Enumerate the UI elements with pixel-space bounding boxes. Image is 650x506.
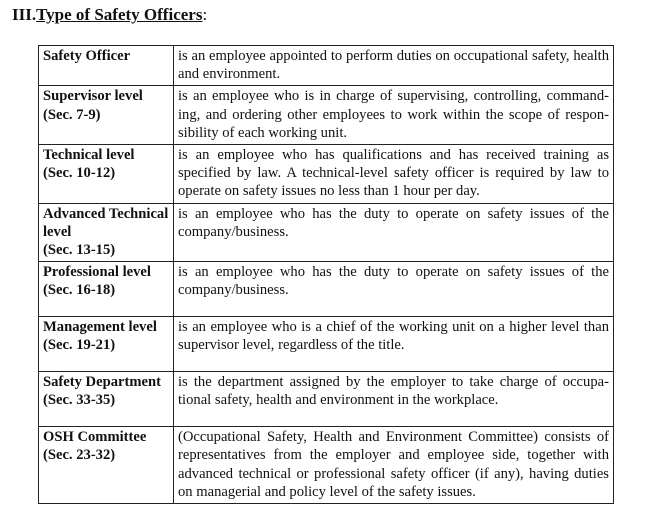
officer-description: is an employee appointed to perform duties on occupational safety, health and environment. — [174, 46, 614, 86]
officer-type-cell — [39, 86, 174, 145]
officer-type-section: (Sec. 19-21) — [43, 337, 116, 354]
section-title: Type of Safety Officers — [36, 5, 203, 24]
table-row — [39, 46, 614, 86]
section-title-colon: : — [202, 5, 208, 24]
officer-type-name: Safety Department — [43, 374, 161, 391]
officer-type-name: Professional level — [43, 264, 151, 281]
officer-type-name: Technical level — [43, 147, 135, 164]
officer-type-section: (Sec. 16-18) — [43, 282, 116, 299]
officer-type-section: (Sec. 10-12) — [43, 165, 116, 182]
officer-description: is an employee who has the duty to operate on safety issues of the company/business. — [174, 203, 614, 262]
section-number: III. — [12, 5, 37, 24]
officer-type-cell — [39, 372, 174, 427]
officer-type-cell — [39, 46, 174, 86]
officer-description: is an employee who is a chief of the working unit on a higher level than supervisor level, regardless of the title. — [174, 317, 614, 372]
officer-type-section: (Sec. 7-9) — [43, 106, 101, 123]
officer-type-section: (Sec. 23-32) — [43, 447, 116, 464]
table-row — [39, 86, 614, 145]
section-heading — [12, 4, 207, 26]
table-row — [39, 372, 614, 427]
table-row — [39, 145, 614, 204]
table-row — [39, 203, 614, 262]
officer-type-cell — [39, 262, 174, 317]
officer-type-cell — [39, 427, 174, 504]
officer-type-cell — [39, 203, 174, 262]
officer-type-name: Supervisor level — [43, 88, 143, 105]
officer-description: is an employee who has qualifications and has received training as specified by law. A technical-level safety officer is required by law to operate on safety issues no less than 1 hour per day. — [174, 145, 614, 204]
table-row — [39, 262, 614, 317]
officer-description: is an employee who is in charge of supervising, controlling, commanding, and ordering other employees to work within the scope of responsibility of each working unit. — [174, 86, 614, 145]
officer-description: (Occupational Safety, Health and Environment Committee) consists of representatives from the employer and employee side, together with advanced technical or professional safety officer (if any), having duties on managerial and policy level of the safety issues. — [174, 427, 614, 504]
officer-type-cell — [39, 317, 174, 372]
table-row — [39, 427, 614, 504]
officer-type-cell — [39, 145, 174, 204]
officer-type-name: Management level — [43, 319, 157, 336]
officer-type-name: Safety Officer — [43, 48, 131, 64]
officer-type-name: Advanced Technical level — [43, 205, 169, 240]
officer-type-section: (Sec. 33-35) — [43, 392, 116, 409]
table-row — [39, 317, 614, 372]
officer-description: is an employee who has the duty to operate on safety issues of the company/business. — [174, 262, 614, 317]
officer-type-name: OSH Committee — [43, 429, 147, 446]
officer-description: is the department assigned by the employer to take charge of occupational safety, health and environment in the workplace. — [174, 372, 614, 427]
officer-type-section: (Sec. 13-15) — [43, 242, 116, 259]
safety-officer-types-table — [38, 45, 614, 504]
